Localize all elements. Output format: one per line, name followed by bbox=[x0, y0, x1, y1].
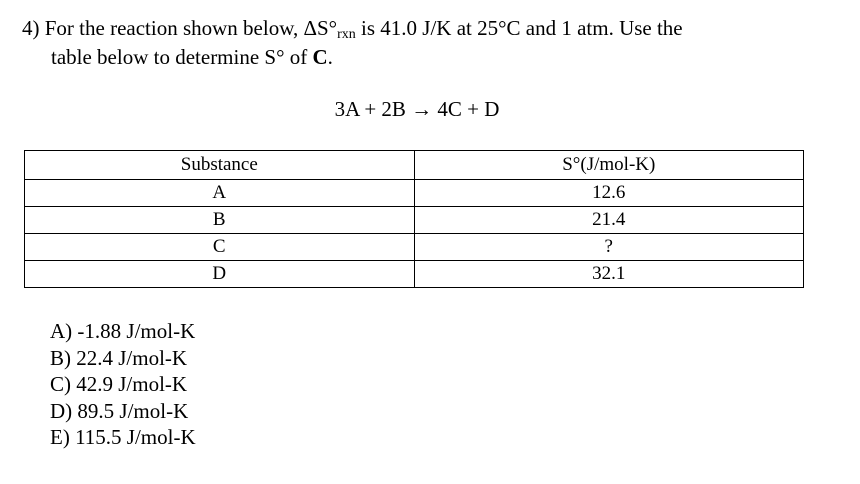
question-number: 4) bbox=[22, 16, 40, 40]
table-row bbox=[25, 234, 804, 261]
choice-e: E) 115.5 J/mol-K bbox=[50, 425, 196, 449]
question-line1-text: For the reaction shown below, ΔS° bbox=[44, 16, 338, 40]
header-entropy: S°(J/mol-K) bbox=[414, 151, 803, 180]
choice-c: C) 42.9 J/mol-K bbox=[50, 372, 188, 396]
question-line-2 bbox=[22, 43, 822, 72]
answer-choices bbox=[50, 318, 196, 451]
question-line2-end: . bbox=[327, 45, 333, 69]
rxn-subscript: rxn bbox=[337, 27, 356, 42]
entropy-table bbox=[24, 150, 804, 288]
header-substance: Substance bbox=[25, 151, 415, 180]
substance-cell: D bbox=[25, 261, 415, 288]
table-header-row bbox=[25, 151, 804, 180]
table-row bbox=[25, 180, 804, 207]
choice-a: A) -1.88 J/mol-K bbox=[50, 319, 196, 343]
substance-cell: C bbox=[25, 234, 415, 261]
substance-cell: B bbox=[25, 207, 415, 234]
entropy-cell: 32.1 bbox=[414, 261, 803, 288]
entropy-cell: 12.6 bbox=[414, 180, 803, 207]
question-text bbox=[22, 14, 822, 72]
substance-cell: A bbox=[25, 180, 415, 207]
question-line1-rest: is 41.0 J/K at 25°C and 1 atm. Use the bbox=[355, 16, 683, 40]
table-row bbox=[25, 207, 804, 234]
table-row bbox=[25, 261, 804, 288]
question-line-1 bbox=[22, 14, 822, 43]
target-substance: C bbox=[312, 45, 328, 69]
choice-b: B) 22.4 J/mol-K bbox=[50, 345, 188, 370]
reaction-equation: 3A + 2B → 4C + D bbox=[334, 97, 500, 121]
entropy-cell: ? bbox=[414, 234, 803, 261]
choice-d: D) 89.5 J/mol-K bbox=[50, 398, 189, 423]
question-line2-text: table below to determine S° of bbox=[51, 45, 313, 69]
entropy-cell: 21.4 bbox=[414, 207, 803, 234]
